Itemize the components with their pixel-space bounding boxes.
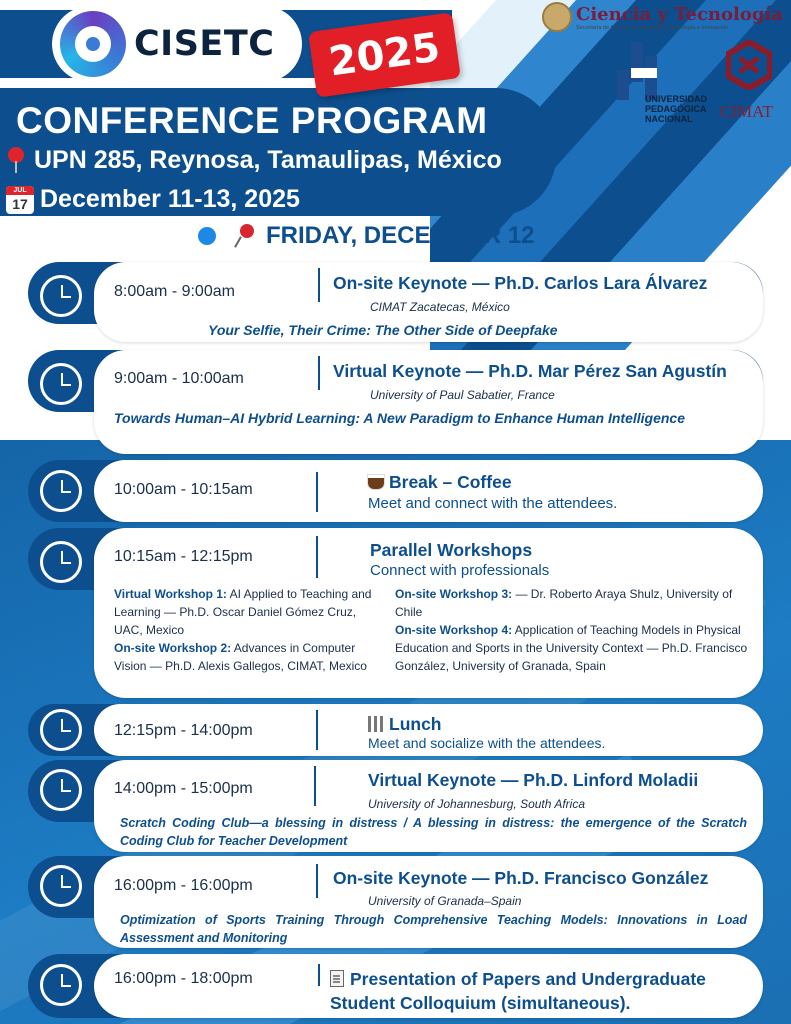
session-time: 14:00pm - 15:00pm bbox=[114, 780, 253, 797]
workshop-item: On-site Workshop 2: Advances in Computer Vision — Ph.D. Alexis Gallegos, CIMAT, Mexico bbox=[114, 641, 367, 673]
clock-icon bbox=[40, 769, 82, 811]
workshop-item: On-site Workshop 4: Application of Teaching Models in Physical Education and Sports in the University Context — Ph.D. Francisco González, University of Granada, Spain bbox=[395, 623, 748, 673]
session-row bbox=[28, 760, 763, 852]
session-title: On-site Keynote — Ph.D. Carlos Lara Álvarez bbox=[333, 273, 708, 293]
pushpin-icon bbox=[234, 224, 258, 248]
page-title: CONFERENCE PROGRAM bbox=[16, 100, 488, 141]
session-time: 16:00pm - 16:00pm bbox=[114, 877, 253, 894]
clock-icon bbox=[40, 709, 82, 751]
upn-logo: UNIVERSIDAD PEDAGÓGICA NACIONAL bbox=[617, 42, 717, 126]
session-title: Presentation of Papers and Undergraduate Student Colloquium (simultaneous). bbox=[330, 969, 706, 1013]
session-title: Break – Coffee bbox=[368, 472, 512, 493]
session-title: Parallel Workshops bbox=[370, 540, 533, 560]
bullet-dot bbox=[198, 227, 216, 245]
session-talk-title: Your Selfie, Their Crime: The Other Side of Deepfake bbox=[208, 322, 558, 338]
session-time: 9:00am - 10:00am bbox=[114, 370, 244, 387]
clock-icon bbox=[40, 865, 82, 907]
session-subtitle: Connect with professionals bbox=[370, 562, 550, 579]
dates-line bbox=[6, 185, 300, 214]
session-time: 16:00pm - 18:00pm bbox=[114, 970, 253, 987]
upn-mark-icon bbox=[617, 42, 665, 100]
fork-knife-icon bbox=[368, 716, 384, 732]
session-row bbox=[28, 460, 763, 522]
session-title: On-site Keynote — Ph.D. Francisco González bbox=[333, 868, 709, 888]
location-line bbox=[6, 146, 502, 175]
clock-icon bbox=[40, 275, 82, 317]
workshop-item: Virtual Workshop 1: AI Applied to Teaching and Learning — Ph.D. Oscar Daniel Gómez Cruz, UAC, Mexico bbox=[114, 587, 372, 637]
session-title: Virtual Keynote — Ph.D. Mar Pérez San Agustín bbox=[333, 361, 727, 381]
workshop-column-right bbox=[395, 585, 755, 675]
session-row bbox=[28, 704, 763, 756]
location-pin-icon bbox=[6, 147, 26, 175]
government-seal-icon bbox=[542, 2, 572, 32]
clock-icon bbox=[40, 470, 82, 512]
session-talk-title: Optimization of Sports Training Through Comprehensive Teaching Models: Innovations in Load Assessment and Monitoring bbox=[120, 913, 747, 945]
session-title: Lunch bbox=[368, 714, 442, 735]
session-affiliation: University of Johannesburg, South Africa bbox=[368, 797, 586, 811]
session-affiliation: University of Paul Sabatier, France bbox=[370, 388, 555, 402]
session-affiliation: CIMAT Zacatecas, México bbox=[370, 300, 510, 314]
cisetc-logo-icon bbox=[60, 11, 126, 77]
dates-text: December 11-13, 2025 bbox=[40, 185, 300, 213]
session-time: 10:15am - 12:15pm bbox=[114, 548, 253, 565]
coffee-icon bbox=[368, 475, 384, 489]
clock-icon bbox=[40, 541, 82, 583]
session-row bbox=[28, 528, 763, 698]
year-text: 2025 bbox=[326, 24, 443, 86]
session-row bbox=[28, 262, 763, 342]
day-title: FRIDAY, DECEMBER 12 bbox=[266, 222, 535, 249]
session-affiliation: University of Granada–Spain bbox=[368, 894, 522, 908]
cimat-mark-icon bbox=[726, 40, 772, 90]
document-icon bbox=[330, 970, 344, 987]
session-time: 10:00am - 10:15am bbox=[114, 481, 253, 498]
session-subtitle: Meet and socialize with the attendees. bbox=[368, 735, 606, 751]
workshop-column-left bbox=[114, 585, 382, 675]
session-title: Virtual Keynote — Ph.D. Linford Moladii bbox=[368, 770, 699, 790]
day-heading bbox=[198, 222, 535, 250]
session-subtitle: Meet and connect with the attendees. bbox=[368, 495, 618, 512]
cimat-logo: CIMAT bbox=[720, 40, 780, 124]
session-time: 12:15pm - 14:00pm bbox=[114, 722, 253, 739]
clock-icon bbox=[40, 964, 82, 1006]
calendar-icon: JUL 17 bbox=[6, 186, 34, 214]
session-talk-title: Scratch Coding Club—a blessing in distress / A blessing in distress: the emergence of the Scratch Coding Club for Teacher Development bbox=[120, 816, 747, 848]
clock-icon bbox=[40, 363, 82, 405]
session-row bbox=[28, 954, 763, 1018]
logo-text: CISETC bbox=[134, 24, 275, 64]
session-row bbox=[28, 350, 763, 454]
ciencia-tecnologia-logo: Ciencia y Tecnología Secretaría de Ciencia, Humanidades, Tecnología e Innovación bbox=[542, 2, 783, 32]
cisetc-logo bbox=[52, 6, 302, 82]
session-talk-title: Towards Human–AI Hybrid Learning: A New Paradigm to Enhance Human Intelligence bbox=[114, 410, 685, 426]
location-text: UPN 285, Reynosa, Tamaulipas, México bbox=[34, 146, 502, 174]
session-row bbox=[28, 856, 763, 948]
workshop-item: On-site Workshop 3: — Dr. Roberto Araya Shulz, University of Chile bbox=[395, 587, 733, 619]
session-time: 8:00am - 9:00am bbox=[114, 283, 235, 300]
